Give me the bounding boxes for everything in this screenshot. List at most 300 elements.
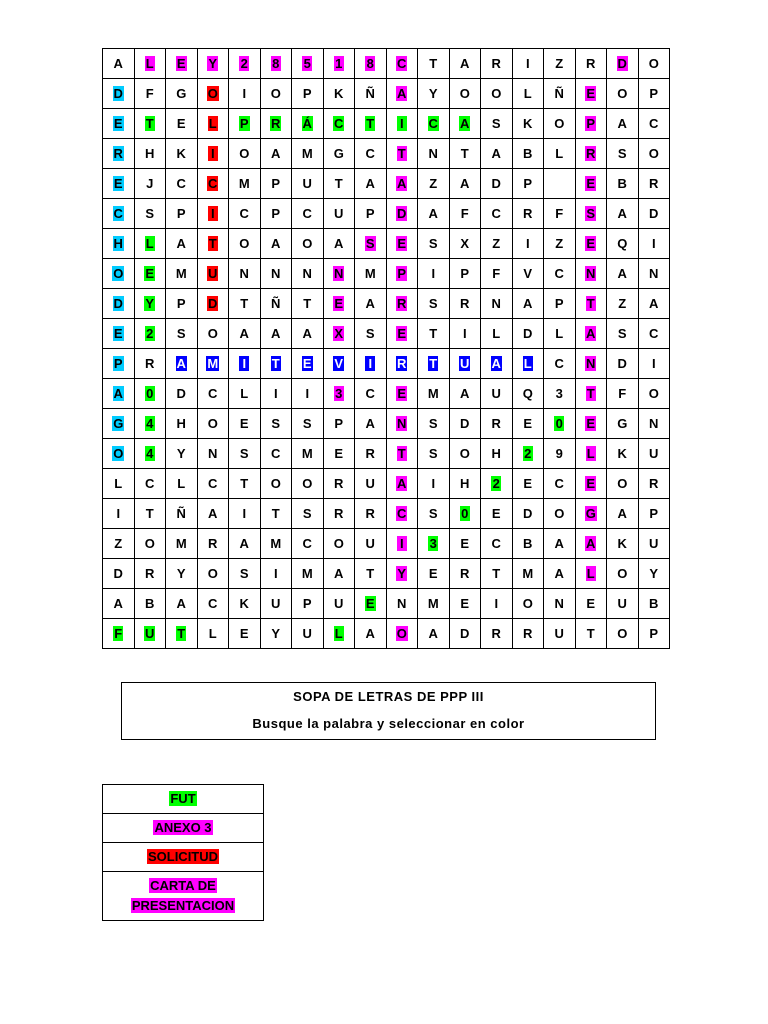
grid-cell[interactable] (418, 499, 450, 529)
grid-cell[interactable] (229, 169, 261, 199)
grid-cell[interactable] (544, 199, 576, 229)
grid-cell[interactable] (134, 199, 166, 229)
grid-cell[interactable] (260, 49, 292, 79)
grid-cell[interactable] (512, 439, 544, 469)
grid-cell[interactable] (166, 109, 198, 139)
grid-cell[interactable] (449, 319, 481, 349)
grid-cell[interactable] (355, 349, 387, 379)
grid-cell[interactable] (166, 289, 198, 319)
grid-cell[interactable] (229, 409, 261, 439)
grid-cell[interactable] (229, 79, 261, 109)
grid-cell[interactable] (134, 379, 166, 409)
grid-cell[interactable] (575, 559, 607, 589)
grid-cell[interactable] (229, 379, 261, 409)
grid-cell[interactable] (638, 379, 670, 409)
grid-cell[interactable] (481, 559, 513, 589)
grid-cell[interactable] (166, 529, 198, 559)
grid-cell[interactable] (575, 139, 607, 169)
grid-cell[interactable] (575, 529, 607, 559)
grid-cell[interactable] (355, 319, 387, 349)
grid-cell[interactable] (229, 589, 261, 619)
grid-cell[interactable] (512, 499, 544, 529)
grid-cell[interactable] (607, 109, 639, 139)
grid-cell[interactable] (197, 199, 229, 229)
grid-cell[interactable] (512, 79, 544, 109)
grid-cell[interactable] (607, 409, 639, 439)
grid-cell[interactable] (607, 199, 639, 229)
grid-cell[interactable] (638, 109, 670, 139)
grid-cell[interactable] (575, 589, 607, 619)
grid-cell[interactable] (544, 379, 576, 409)
grid-cell[interactable] (544, 79, 576, 109)
grid-cell[interactable] (481, 259, 513, 289)
grid-cell[interactable] (323, 319, 355, 349)
grid-cell[interactable] (197, 49, 229, 79)
grid-cell[interactable] (575, 199, 607, 229)
grid-cell[interactable] (575, 79, 607, 109)
grid-cell[interactable] (292, 259, 324, 289)
grid-cell[interactable] (638, 259, 670, 289)
grid-cell[interactable] (103, 559, 135, 589)
grid-cell[interactable] (355, 169, 387, 199)
grid-cell[interactable] (607, 139, 639, 169)
grid-cell[interactable] (103, 499, 135, 529)
grid-cell[interactable] (449, 439, 481, 469)
grid-cell[interactable] (323, 169, 355, 199)
grid-cell[interactable] (197, 319, 229, 349)
grid-cell[interactable] (355, 559, 387, 589)
grid-cell[interactable] (386, 349, 418, 379)
grid-cell[interactable] (229, 289, 261, 319)
grid-cell[interactable] (386, 49, 418, 79)
grid-cell[interactable] (575, 49, 607, 79)
grid-cell[interactable] (512, 139, 544, 169)
grid-cell[interactable] (449, 109, 481, 139)
grid-cell[interactable] (292, 139, 324, 169)
grid-cell[interactable] (103, 139, 135, 169)
grid-cell[interactable] (292, 529, 324, 559)
grid-cell[interactable] (134, 79, 166, 109)
grid-cell[interactable] (103, 349, 135, 379)
grid-cell[interactable] (575, 619, 607, 649)
grid-cell[interactable] (481, 499, 513, 529)
grid-cell[interactable] (229, 49, 261, 79)
grid-cell[interactable] (292, 619, 324, 649)
grid-cell[interactable] (229, 109, 261, 139)
grid-cell[interactable] (638, 559, 670, 589)
grid-cell[interactable] (355, 139, 387, 169)
grid-cell[interactable] (260, 409, 292, 439)
grid-cell[interactable] (418, 589, 450, 619)
grid-cell[interactable] (323, 619, 355, 649)
grid-cell[interactable] (134, 439, 166, 469)
grid-cell[interactable] (418, 259, 450, 289)
grid-cell[interactable] (323, 469, 355, 499)
grid-cell[interactable] (638, 529, 670, 559)
grid-cell[interactable] (197, 349, 229, 379)
grid-cell[interactable] (103, 79, 135, 109)
grid-cell[interactable] (512, 619, 544, 649)
grid-cell[interactable] (103, 619, 135, 649)
grid-cell[interactable] (229, 199, 261, 229)
grid-cell[interactable] (418, 619, 450, 649)
grid-cell[interactable] (103, 409, 135, 439)
grid-cell[interactable] (449, 199, 481, 229)
grid-cell[interactable] (386, 259, 418, 289)
grid-cell[interactable] (449, 589, 481, 619)
grid-cell[interactable] (386, 229, 418, 259)
grid-cell[interactable] (292, 79, 324, 109)
grid-cell[interactable] (386, 199, 418, 229)
grid-cell[interactable] (386, 439, 418, 469)
grid-cell[interactable] (512, 259, 544, 289)
grid-cell[interactable] (260, 199, 292, 229)
grid-cell[interactable] (103, 169, 135, 199)
grid-cell[interactable] (292, 499, 324, 529)
grid-cell[interactable] (260, 439, 292, 469)
grid-cell[interactable] (512, 319, 544, 349)
grid-cell[interactable] (229, 529, 261, 559)
grid-cell[interactable] (260, 589, 292, 619)
grid-cell[interactable] (355, 289, 387, 319)
grid-cell[interactable] (103, 229, 135, 259)
grid-cell[interactable] (544, 499, 576, 529)
grid-cell[interactable] (418, 319, 450, 349)
grid-cell[interactable] (292, 109, 324, 139)
grid-cell[interactable] (134, 559, 166, 589)
grid-cell[interactable] (323, 379, 355, 409)
grid-cell[interactable] (386, 589, 418, 619)
grid-cell[interactable] (323, 559, 355, 589)
grid-cell[interactable] (449, 169, 481, 199)
grid-cell[interactable] (512, 109, 544, 139)
grid-cell[interactable] (260, 319, 292, 349)
grid-cell[interactable] (260, 559, 292, 589)
grid-cell[interactable] (323, 139, 355, 169)
grid-cell[interactable] (197, 259, 229, 289)
grid-cell[interactable] (103, 469, 135, 499)
grid-cell[interactable] (386, 109, 418, 139)
grid-cell[interactable] (260, 469, 292, 499)
grid-cell[interactable] (449, 469, 481, 499)
grid-cell[interactable] (449, 619, 481, 649)
grid-cell[interactable] (166, 469, 198, 499)
grid-cell[interactable] (607, 499, 639, 529)
grid-cell[interactable] (607, 349, 639, 379)
grid-cell[interactable] (481, 169, 513, 199)
grid-cell[interactable] (229, 619, 261, 649)
grid-cell[interactable] (323, 349, 355, 379)
grid-cell[interactable] (197, 499, 229, 529)
grid-cell[interactable] (481, 529, 513, 559)
grid-cell[interactable] (197, 79, 229, 109)
grid-cell[interactable] (481, 229, 513, 259)
grid-cell[interactable] (512, 559, 544, 589)
grid-cell[interactable] (260, 619, 292, 649)
grid-cell[interactable] (544, 619, 576, 649)
grid-cell[interactable] (481, 109, 513, 139)
grid-cell[interactable] (575, 229, 607, 259)
grid-cell[interactable] (449, 289, 481, 319)
grid-cell[interactable] (386, 139, 418, 169)
grid-cell[interactable] (638, 409, 670, 439)
grid-cell[interactable] (355, 229, 387, 259)
grid-cell[interactable] (229, 349, 261, 379)
grid-cell[interactable] (134, 139, 166, 169)
grid-cell[interactable] (166, 589, 198, 619)
grid-cell[interactable] (575, 319, 607, 349)
grid-cell[interactable] (544, 49, 576, 79)
grid-cell[interactable] (292, 409, 324, 439)
grid-cell[interactable] (449, 409, 481, 439)
grid-cell[interactable] (166, 49, 198, 79)
grid-cell[interactable] (166, 559, 198, 589)
grid-cell[interactable] (355, 79, 387, 109)
grid-cell[interactable] (544, 259, 576, 289)
grid-cell[interactable] (575, 169, 607, 199)
grid-cell[interactable] (418, 139, 450, 169)
grid-cell[interactable] (544, 139, 576, 169)
grid-cell[interactable] (418, 409, 450, 439)
grid-cell[interactable] (449, 499, 481, 529)
grid-cell[interactable] (355, 109, 387, 139)
grid-cell[interactable] (103, 109, 135, 139)
grid-cell[interactable] (544, 229, 576, 259)
grid-cell[interactable] (292, 589, 324, 619)
grid-cell[interactable] (323, 199, 355, 229)
grid-cell[interactable] (386, 289, 418, 319)
grid-cell[interactable] (512, 289, 544, 319)
grid-cell[interactable] (512, 169, 544, 199)
grid-cell[interactable] (607, 469, 639, 499)
grid-cell[interactable] (418, 349, 450, 379)
grid-cell[interactable] (323, 589, 355, 619)
grid-cell[interactable] (323, 259, 355, 289)
grid-cell[interactable] (544, 559, 576, 589)
grid-cell[interactable] (260, 499, 292, 529)
grid-cell[interactable] (607, 229, 639, 259)
grid-cell[interactable] (134, 409, 166, 439)
grid-cell[interactable] (103, 199, 135, 229)
grid-cell[interactable] (134, 349, 166, 379)
grid-cell[interactable] (418, 109, 450, 139)
grid-cell[interactable] (449, 559, 481, 589)
grid-cell[interactable] (481, 439, 513, 469)
grid-cell[interactable] (355, 199, 387, 229)
grid-cell[interactable] (544, 409, 576, 439)
grid-cell[interactable] (638, 169, 670, 199)
grid-cell[interactable] (166, 499, 198, 529)
grid-cell[interactable] (449, 529, 481, 559)
grid-cell[interactable] (418, 379, 450, 409)
grid-cell[interactable] (134, 319, 166, 349)
grid-cell[interactable] (292, 169, 324, 199)
grid-cell[interactable] (481, 199, 513, 229)
grid-cell[interactable] (607, 49, 639, 79)
grid-cell[interactable] (103, 259, 135, 289)
grid-cell[interactable] (607, 289, 639, 319)
grid-cell[interactable] (323, 529, 355, 559)
grid-cell[interactable] (607, 559, 639, 589)
grid-cell[interactable] (355, 589, 387, 619)
grid-cell[interactable] (134, 259, 166, 289)
grid-cell[interactable] (355, 379, 387, 409)
grid-cell[interactable] (197, 229, 229, 259)
grid-cell[interactable] (544, 349, 576, 379)
grid-cell[interactable] (386, 499, 418, 529)
grid-cell[interactable] (607, 439, 639, 469)
grid-cell[interactable] (323, 439, 355, 469)
grid-cell[interactable] (607, 619, 639, 649)
grid-cell[interactable] (134, 529, 166, 559)
grid-cell[interactable] (607, 169, 639, 199)
grid-cell[interactable] (197, 109, 229, 139)
grid-cell[interactable] (418, 469, 450, 499)
grid-cell[interactable] (449, 379, 481, 409)
grid-cell[interactable] (638, 349, 670, 379)
grid-cell[interactable] (449, 49, 481, 79)
grid-cell[interactable] (260, 109, 292, 139)
grid-cell[interactable] (386, 379, 418, 409)
grid-cell[interactable] (418, 79, 450, 109)
grid-cell[interactable] (197, 469, 229, 499)
grid-cell[interactable] (638, 139, 670, 169)
grid-cell[interactable] (355, 619, 387, 649)
grid-cell[interactable] (323, 499, 355, 529)
grid-cell[interactable] (103, 379, 135, 409)
grid-cell[interactable] (544, 469, 576, 499)
grid-cell[interactable] (575, 259, 607, 289)
grid-cell[interactable] (260, 529, 292, 559)
grid-cell[interactable] (386, 529, 418, 559)
grid-cell[interactable] (638, 229, 670, 259)
grid-cell[interactable] (481, 349, 513, 379)
grid-cell[interactable] (638, 49, 670, 79)
grid-cell[interactable] (355, 529, 387, 559)
grid-cell[interactable] (481, 469, 513, 499)
grid-cell[interactable] (166, 619, 198, 649)
grid-cell[interactable] (638, 199, 670, 229)
grid-cell[interactable] (355, 259, 387, 289)
grid-cell[interactable] (607, 589, 639, 619)
grid-cell[interactable] (134, 469, 166, 499)
grid-cell[interactable] (166, 319, 198, 349)
grid-cell[interactable] (323, 229, 355, 259)
grid-cell[interactable] (355, 469, 387, 499)
grid-cell[interactable] (292, 469, 324, 499)
grid-cell[interactable] (418, 289, 450, 319)
grid-cell[interactable] (575, 469, 607, 499)
grid-cell[interactable] (229, 439, 261, 469)
grid-cell[interactable] (323, 109, 355, 139)
grid-cell[interactable] (103, 289, 135, 319)
grid-cell[interactable] (229, 559, 261, 589)
grid-cell[interactable] (512, 529, 544, 559)
grid-cell[interactable] (197, 619, 229, 649)
grid-cell[interactable] (544, 319, 576, 349)
grid-cell[interactable] (134, 169, 166, 199)
grid-cell[interactable] (292, 289, 324, 319)
grid-cell[interactable] (607, 379, 639, 409)
grid-cell[interactable] (355, 409, 387, 439)
grid-cell[interactable] (197, 379, 229, 409)
grid-cell[interactable] (481, 319, 513, 349)
grid-cell[interactable] (544, 289, 576, 319)
grid-cell[interactable] (292, 49, 324, 79)
grid-cell[interactable] (449, 259, 481, 289)
grid-cell[interactable] (103, 319, 135, 349)
grid-cell[interactable] (292, 199, 324, 229)
grid-cell[interactable] (575, 349, 607, 379)
grid-cell[interactable] (481, 139, 513, 169)
grid-cell[interactable] (323, 409, 355, 439)
grid-cell[interactable] (166, 259, 198, 289)
grid-cell[interactable] (575, 439, 607, 469)
grid-cell[interactable] (260, 349, 292, 379)
grid-cell[interactable] (575, 289, 607, 319)
grid-cell[interactable] (260, 139, 292, 169)
grid-cell[interactable] (481, 79, 513, 109)
grid-cell[interactable] (323, 289, 355, 319)
grid-cell[interactable] (512, 469, 544, 499)
grid-cell[interactable] (544, 589, 576, 619)
grid-cell[interactable] (229, 499, 261, 529)
grid-cell[interactable] (607, 319, 639, 349)
grid-cell[interactable] (638, 469, 670, 499)
grid-cell[interactable] (292, 349, 324, 379)
grid-cell[interactable] (607, 259, 639, 289)
grid-cell[interactable] (229, 319, 261, 349)
grid-cell[interactable] (512, 409, 544, 439)
grid-cell[interactable] (134, 619, 166, 649)
grid-cell[interactable] (512, 589, 544, 619)
grid-cell[interactable] (418, 559, 450, 589)
grid-cell[interactable] (418, 229, 450, 259)
grid-cell[interactable] (292, 439, 324, 469)
grid-cell[interactable] (575, 109, 607, 139)
grid-cell[interactable] (292, 319, 324, 349)
grid-cell[interactable] (481, 379, 513, 409)
grid-cell[interactable] (449, 349, 481, 379)
grid-cell[interactable] (197, 169, 229, 199)
grid-cell[interactable] (481, 409, 513, 439)
grid-cell[interactable] (512, 379, 544, 409)
grid-cell[interactable] (197, 409, 229, 439)
grid-cell[interactable] (544, 169, 576, 199)
grid-cell[interactable] (260, 229, 292, 259)
grid-cell[interactable] (638, 439, 670, 469)
grid-cell[interactable] (260, 379, 292, 409)
grid-cell[interactable] (481, 289, 513, 319)
grid-cell[interactable] (638, 589, 670, 619)
grid-cell[interactable] (323, 49, 355, 79)
grid-cell[interactable] (166, 409, 198, 439)
grid-cell[interactable] (386, 319, 418, 349)
grid-cell[interactable] (575, 499, 607, 529)
grid-cell[interactable] (544, 529, 576, 559)
grid-cell[interactable] (197, 589, 229, 619)
grid-cell[interactable] (449, 79, 481, 109)
grid-cell[interactable] (418, 169, 450, 199)
grid-cell[interactable] (166, 199, 198, 229)
grid-cell[interactable] (134, 589, 166, 619)
grid-cell[interactable] (386, 79, 418, 109)
grid-cell[interactable] (229, 229, 261, 259)
grid-cell[interactable] (134, 289, 166, 319)
grid-cell[interactable] (386, 619, 418, 649)
grid-cell[interactable] (292, 559, 324, 589)
grid-cell[interactable] (166, 139, 198, 169)
